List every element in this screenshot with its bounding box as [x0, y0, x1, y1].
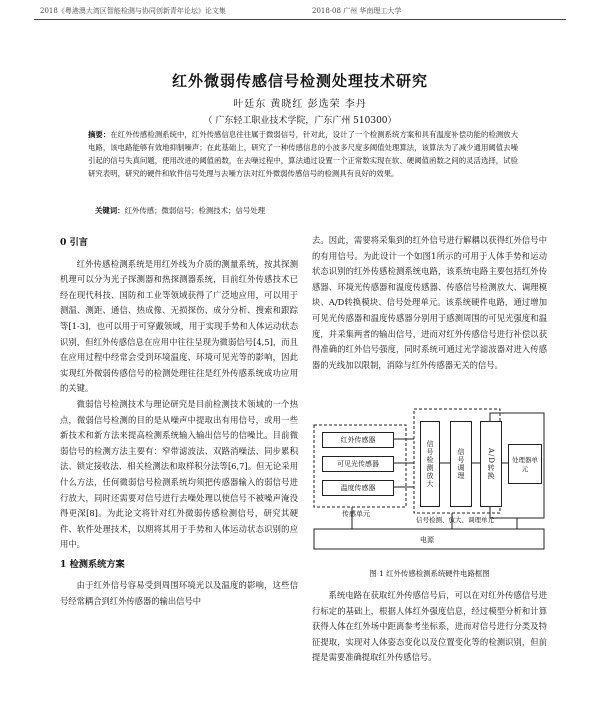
conditioning-label: 信号调理 [457, 448, 465, 480]
abstract-text: 在红外传感检测系统中，红外传感信息往往属于微弱信号，针对此，设计了一个检测系统方案和具有温度补偿功能的检测放大电路，该电路能够有效地抑制噪声；在此基础上，研究了一种传感信息的小波多尺度多阈值处理算法，该算法为了减少通用阈值去噪引起的信号失真问题，使用改进的阈值函数，在去噪过程中，算法通过设置一个正常数实现在软、硬阈值函数之间的灵活选择，试验研究表明，研究的硬件和软件信号处理与去噪方法对红外微弱传感信号的检测具有良好的效果。 [88, 130, 518, 178]
right-column-top [312, 233, 547, 373]
conditioning-unit-label: 信号检测、放大、调理单元 [416, 516, 494, 524]
right-column-bottom [312, 588, 547, 666]
paragraph: 由于红外信号容易受到周围环境光以及温度的影响，这些信号经常耦合到红外传感器的输出信号中 [60, 580, 298, 607]
header-rule [34, 19, 566, 20]
running-header-left: 2018《粤港澳大湾区智能检测与协同创新青年论坛》论文集 [40, 7, 226, 15]
paragraph: 红外传感检测系统是用红外线为介质的测量系统，按其探测机理可以分为光子探测器和热探测器系统，目前红外传感技术已经在现代科技、国防和工业等领域获得了广泛地应用，可以用于测温、测距、通信、热成像、无损探伤、成分分析、搜索和跟踪等[1-3]，也可以用于可穿戴领域，用于实现手势和人体运动状态识别，但红外传感信息在应用中往往呈现为微弱信号[4,5]，而且在应用过程中经常会受到环境温度、环境可见光等的影响，因此实现红外微弱传感信号的检测处理往往是红外传感系统成功应用的关键。 [60, 258, 298, 394]
adc-label: A/D转换 [487, 447, 495, 481]
paper-title: 红外微弱传感信号检测处理技术研究 [171, 72, 428, 90]
left-column [60, 233, 298, 610]
affiliation: （ 广东轻工职业技术学院，广东广州 510300） [203, 116, 397, 126]
figure-block-diagram [312, 399, 547, 559]
abstract [88, 128, 518, 180]
keywords [95, 205, 265, 216]
paragraph: 微弱信号检测技术与理论研究是目前检测技术领域的一个热点，微弱信号检测的目的是从噪声中提取出有用信号，或用一些新技术和新方法来提高检测系统输入输出信号的信噪比。目前微弱信号的检测方法主要有：窄带滤波法、双路消噪法、同步累积法、锁定接收法、相关检测法和取样积分法等[6,7]。但无论采用什么方法，任何微弱信号检测系统均须把传感器输入的弱信号进行放大，同时还需要对信号进行去噪处理以使信号不被噪声淹没得更深[8]。为此论文将针对红外微弱传感检测信号，研究其硬件、软件处理技术，以期将其用于手势和人体运动状态识别的应用中。 [60, 398, 298, 550]
paragraph: 去。因此，需要将采集到的红外信号进行解耦以获得红外信号中的有用信号。为此设计一个如图1所示的可用于人体手势和运动状态识别的红外传感检测系统电路，该系统电路主要包括红外传感器、环境光传感器和温度传感器、传感信号检测放大、调理模块、A/D转换模块、信号处理单元。该系统硬件电路，通过增加可见光传感器和温度传感器分别用于感测周围的可见光强度和温度，并采集两者的输出信号，进而对红外传感信号进行补偿以获得准确的红外信号强度，同时系统可通过光学滤波器对进入传感器的光线加以限制，消除与红外传感器无关的信号。 [312, 235, 547, 370]
running-header-right: 2018·08 广州 华南理工大学 [312, 7, 402, 15]
figure-caption: 图 1 红外传感检测系统硬件电路框图 [369, 569, 490, 578]
sensor-unit-label: 传感单元 [342, 510, 370, 518]
adc-box [480, 421, 502, 507]
authors: 叶廷东 黄晓红 彭选荣 李丹 [233, 99, 367, 110]
paragraph: 系统电路在获取红外传感信号后，可以在对红外传感信号进行标定的基础上，根据人体红外强度信息，经过模型分析和计算获得人体在红外场中距离参考坐标系，进而对信号进行分类及特征提取，实现对人体姿态变化以及位置变化等的检测识别，但前提是需要准确提取红外传感信号。 [312, 590, 547, 663]
abstract-label: 摘要： [88, 130, 111, 139]
section-heading-system: 1 检测系统方案 [60, 558, 125, 570]
section-heading-intro: 0 引言 [60, 237, 88, 248]
visible-light-sensor-box: 可见光传感器 [322, 456, 394, 472]
ir-sensor-box: 红外传感器 [322, 432, 394, 448]
power-label: 电源 [420, 536, 434, 544]
keywords-label: 关键词： [95, 206, 125, 215]
processor-box: 处理器单元 [508, 444, 542, 484]
temperature-sensor-box: 温度传感器 [322, 480, 394, 496]
amplifier-box [420, 421, 440, 507]
keywords-text: 红外传感；微弱信号；检测技术；信号处理 [124, 206, 266, 215]
amplifier-label: 信号检测放大 [426, 440, 434, 488]
conditioning-box [450, 421, 472, 507]
